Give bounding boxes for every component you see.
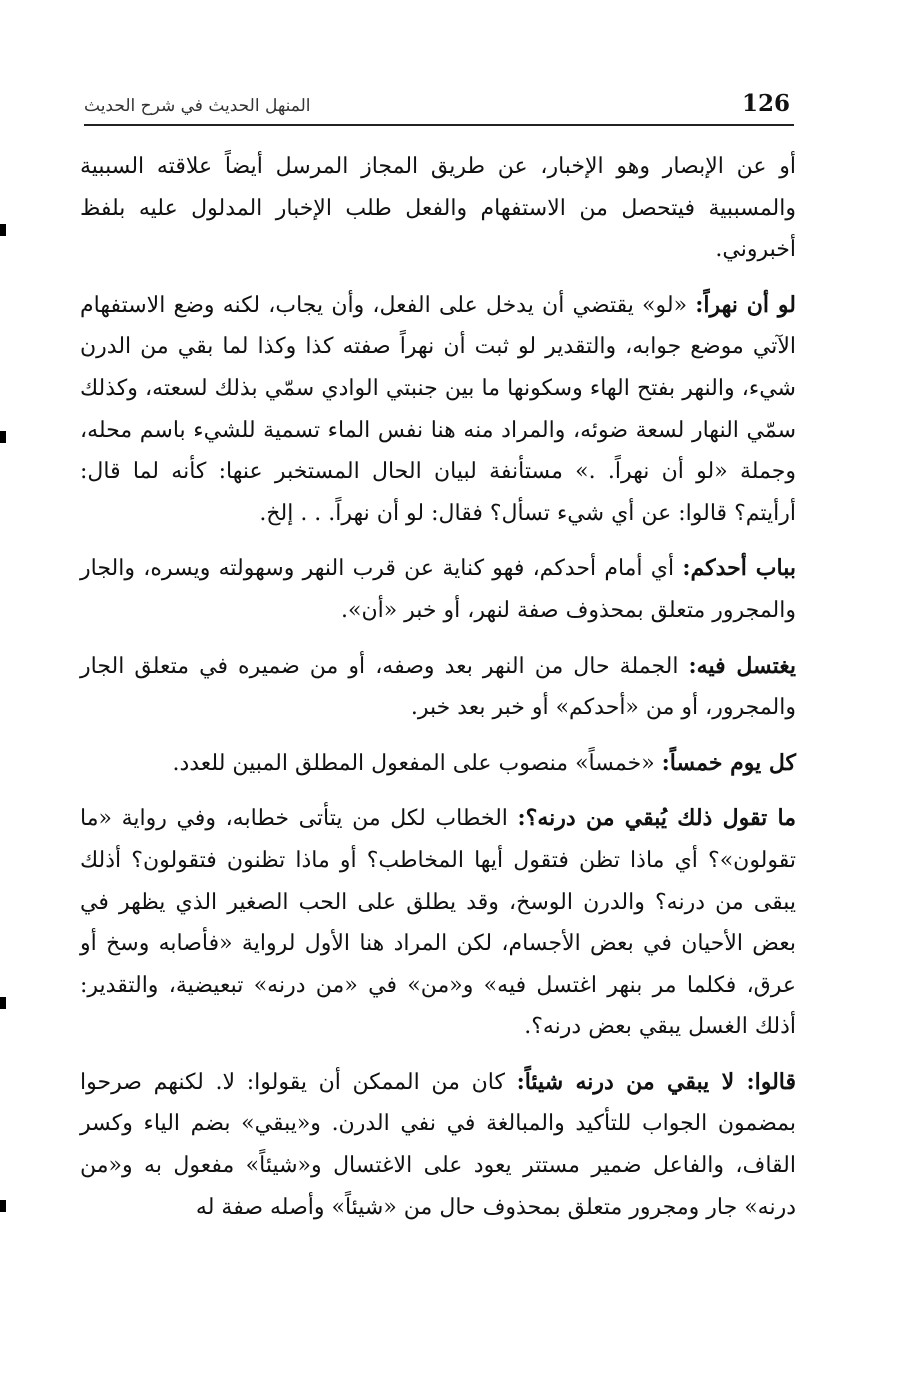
paragraph [80,285,796,535]
paragraph [80,798,796,1048]
paragraph-text: أي أمام أحدكم، فهو كناية عن قرب النهر وسهولته ويسره، والجار والمجرور متعلق بمحذوف صفة لنهر، أو خبر «أن». [80,556,796,623]
paragraph [80,146,796,271]
paragraph-text: «خمساً» منصوب على المفعول المطلق المبين للعدد. [172,750,662,776]
scan-edge-mark [0,1200,6,1212]
paragraph-lead: بباب أحدكم: [682,555,796,582]
paragraph [80,548,796,631]
paragraph [80,1062,796,1228]
paragraph [80,646,796,729]
paragraph [80,743,796,785]
scan-edge-mark [0,997,6,1009]
paragraph-text: الخطاب لكل من يتأتى خطابه، وفي رواية «ما تقولون»؟ أي ماذا تظن فتقول أيها المخاطب؟ أو ماذا تظنون فتقولون؟ أذلك يبقى من درنه؟ والدرن الوسخ، وقد يطلق على الحب الصغير الذي يظهر في بعض الأحيان في بعض الأجسام، لكن المراد هنا الأول لرواية «فأصابه وسخ أو عرق، فكلما مر بنهر اغتسل فيه» و«من» في «من درنه» تبعيضية، والتقدير: أذلك الغسل يبقي بعض درنه؟. [80,806,796,1040]
paragraph-lead: قالوا: لا يبقي من درنه شيئاً: [516,1068,796,1095]
paragraph-lead: لو أن نهراً: [695,291,796,318]
scan-edge-mark [0,224,6,236]
paragraph-lead: كل يوم خمساً: [661,749,796,776]
running-title: المنهل الحديث في شرح الحديث [84,96,311,116]
page-header [84,84,794,126]
scan-edge-mark [0,431,6,443]
paragraph-text: «لو» يقتضي أن يدخل على الفعل، وأن يجاب، لكنه وضع الاستفهام الآتي موضع جوابه، والتقدير لو ثبت أن نهراً صفته كذا وكذا لما بقي من الدرن شيء، والنهر بفتح الهاء وسكونها ما بين جنبتي الوادي سمّي بذلك لسعته، وكذلك سمّي النهار لسعة ضوئه، والمراد منه هنا نفس الماء تسمية للشيء باسم محله، وجملة «لو أن نهراً. .» مستأنفة لبيان الحال المستخبر عنها: كأنه لما قال: أرأيتم؟ قالوا: عن أي شيء تسأل؟ فقال: لو أن نهراً. . . إلخ. [80,292,796,526]
paragraph-lead: ما تقول ذلك يُبقي من درنه؟: [517,805,796,832]
page-number: 126 [741,90,790,117]
paragraph-text: أو عن الإبصار وهو الإخبار، عن طريق المجاز المرسل أيضاً علاقته السببية والمسببية فيتحصل من الاستفهام والفعل طلب الإخبار المدلول عليه بلفظ أخبروني. [80,154,796,263]
paragraph-lead: يغتسل فيه: [688,652,796,679]
paragraph-text: كان من الممكن أن يقولوا: لا. لكنهم صرحوا بمضمون الجواب للتأكيد والمبالغة في نفي الدرن. و«يبقي» بضم الياء وكسر القاف، والفاعل ضمير مستتر يعود على الاغتسال و«شيئاً» مفعول به و«من درنه» جار ومجرور متعلق بمحذوف حال من «شيئاً» وأصله صفة له [80,1069,796,1220]
page-body [80,146,796,1242]
paragraph-text: الجملة حال من النهر بعد وصفه، أو من ضميره في متعلق الجار والمجرور، أو من «أحدكم» أو خبر بعد خبر. [80,653,796,721]
